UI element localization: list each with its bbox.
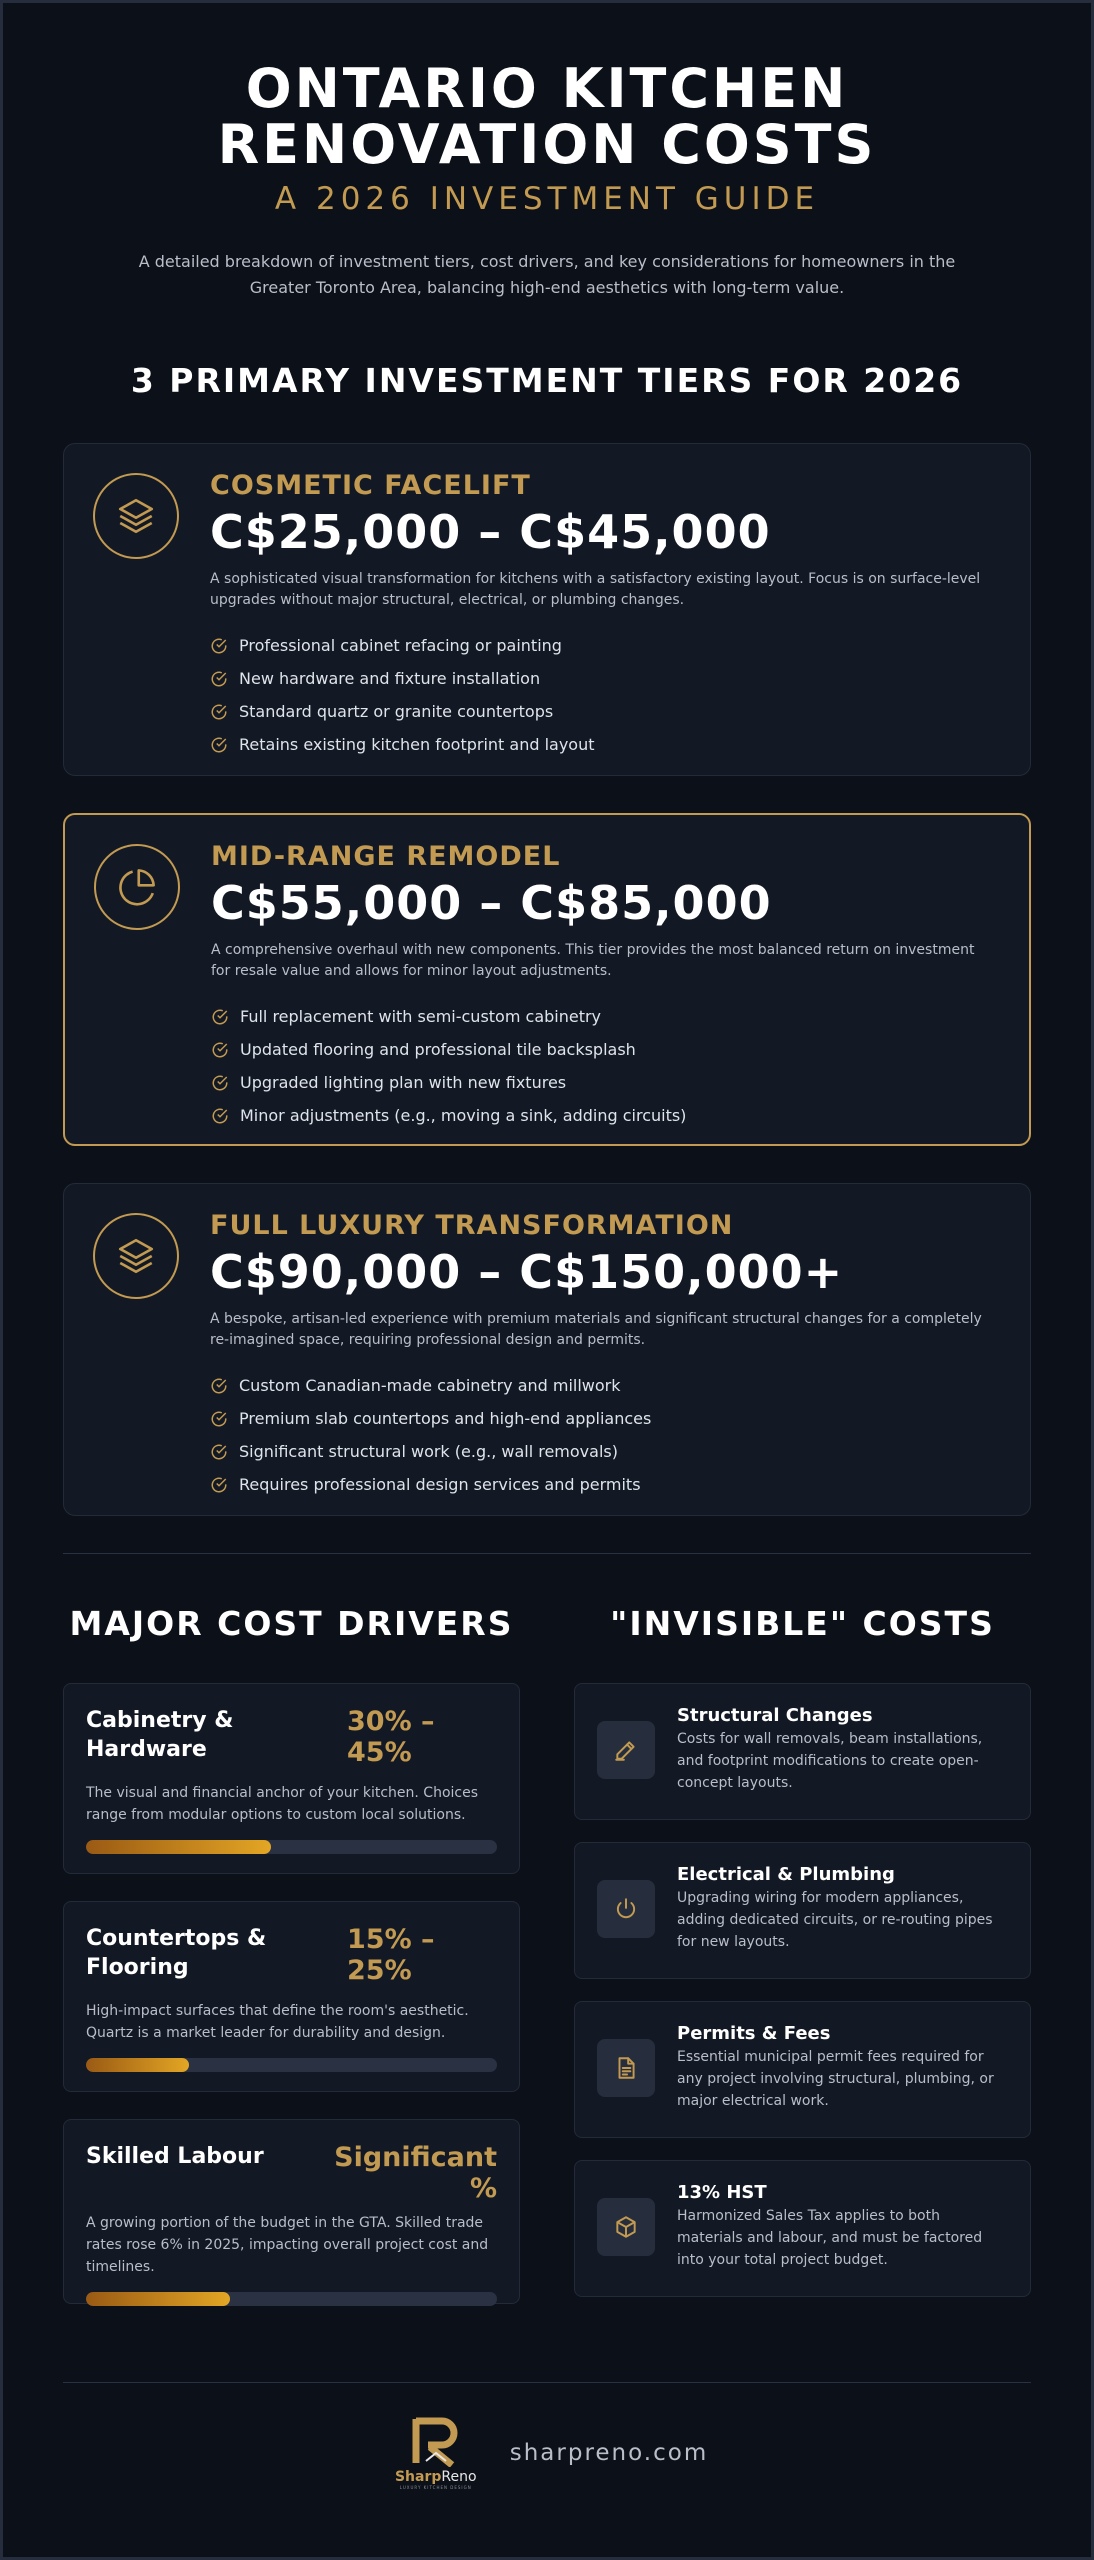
driver-name: Countertops & Flooring bbox=[86, 1926, 267, 1980]
cost-title: Electrical & Plumbing bbox=[677, 1864, 895, 1885]
driver-name: Cabinetry & Hardware bbox=[86, 1708, 234, 1762]
driver-progress-fill bbox=[86, 2058, 189, 2072]
feature-label: Retains existing kitchen footprint and layout bbox=[239, 735, 595, 754]
check-circle-icon bbox=[210, 736, 228, 754]
section-divider bbox=[63, 1553, 1031, 1554]
driver-progress-bar bbox=[86, 2058, 497, 2072]
driver-progress-fill bbox=[86, 1840, 271, 1854]
tier-features bbox=[211, 1000, 999, 1132]
tier-features bbox=[210, 1369, 1000, 1501]
tier-price: C$90,000 – C$150,000+ bbox=[210, 1245, 844, 1299]
check-circle-icon bbox=[210, 637, 228, 655]
footer bbox=[3, 2415, 1091, 2490]
cost-description: Harmonized Sales Tax applies to both materials and labour, and must be factored into your total project budget. bbox=[677, 2208, 983, 2268]
logo-tagline: LUXURY KITCHEN DESIGN bbox=[399, 2485, 472, 2490]
feature-item bbox=[211, 1033, 999, 1066]
cost-description: Essential municipal permit fees required for any project involving structural, plumbing, or major electrical work. bbox=[677, 2049, 994, 2109]
cost-drivers-column bbox=[63, 1604, 520, 2331]
layers-icon bbox=[93, 1213, 179, 1299]
website-link[interactable]: sharpreno.com bbox=[509, 2439, 709, 2466]
feature-item bbox=[210, 1369, 1000, 1402]
cost-description: Costs for wall removals, beam installations, and footprint modifications to create open-concept layouts. bbox=[677, 1731, 983, 1791]
driver-percent: 15% – 25% bbox=[347, 1924, 435, 1986]
tier-description: A comprehensive overhaul with new components. This tier provides the most balanced return on investment for resale value and allows for minor layout adjustments. bbox=[211, 942, 975, 979]
cost-title: Permits & Fees bbox=[677, 2023, 831, 2044]
feature-label: Professional cabinet refacing or painting bbox=[239, 636, 562, 655]
feature-item bbox=[211, 1066, 999, 1099]
power-icon bbox=[597, 1880, 655, 1938]
cost-card-electrical bbox=[574, 1842, 1031, 1979]
feature-item bbox=[210, 695, 1000, 728]
cost-card-permits bbox=[574, 2001, 1031, 2138]
feature-item bbox=[211, 1000, 999, 1033]
box-icon bbox=[597, 2198, 655, 2256]
driver-progress-fill bbox=[86, 2292, 230, 2306]
tier-card-mid-range bbox=[63, 813, 1031, 1146]
feature-label: Minor adjustments (e.g., moving a sink, adding circuits) bbox=[240, 1106, 687, 1125]
tiers-list bbox=[63, 443, 1031, 1516]
feature-item bbox=[210, 1468, 1000, 1501]
header bbox=[3, 3, 1091, 301]
driver-progress-bar bbox=[86, 2292, 497, 2306]
feature-label: Full replacement with semi-custom cabinetry bbox=[240, 1007, 602, 1026]
feature-item bbox=[211, 1099, 999, 1132]
logo-text-sharp: Sharp bbox=[394, 2469, 442, 2485]
logo-mark-icon bbox=[408, 2415, 464, 2467]
feature-label: Premium slab countertops and high-end appliances bbox=[239, 1409, 652, 1428]
cost-card-hst bbox=[574, 2160, 1031, 2297]
feature-item bbox=[210, 1402, 1000, 1435]
check-circle-icon bbox=[210, 670, 228, 688]
tier-name: COSMETIC FACELIFT bbox=[210, 470, 531, 501]
feature-item bbox=[210, 662, 1000, 695]
feature-label: Upgraded lighting plan with new fixtures bbox=[240, 1073, 567, 1092]
check-circle-icon bbox=[211, 1041, 229, 1059]
pie-chart-icon bbox=[94, 844, 180, 930]
driver-description: A growing portion of the budget in the GTA. Skilled trade rates rose 6% in 2025, impacting overall project cost and timelines. bbox=[86, 2215, 489, 2275]
driver-description: The visual and financial anchor of your kitchen. Choices range from modular options to custom local solutions. bbox=[86, 1785, 479, 1823]
check-circle-icon bbox=[211, 1008, 229, 1026]
feature-label: Updated flooring and professional tile backsplash bbox=[240, 1040, 636, 1059]
tiers-section-title: 3 PRIMARY INVESTMENT TIERS FOR 2026 bbox=[130, 361, 964, 400]
feature-label: Custom Canadian-made cabinetry and millwork bbox=[239, 1376, 621, 1395]
tier-description: A bespoke, artisan-led experience with premium materials and significant structural changes for a completely re-imagined space, requiring professional design and permits. bbox=[210, 1311, 982, 1348]
cost-title: 13% HST bbox=[677, 2182, 767, 2203]
driver-description: High-impact surfaces that define the room's aesthetic. Quartz is a market leader for durability and design. bbox=[86, 2003, 469, 2041]
driver-progress-bar bbox=[86, 1840, 497, 1854]
driver-name: Skilled Labour bbox=[86, 2144, 264, 2169]
driver-percent: 30% – 45% bbox=[347, 1706, 435, 1768]
check-circle-icon bbox=[210, 1443, 228, 1461]
check-circle-icon bbox=[210, 1476, 228, 1494]
feature-label: New hardware and fixture installation bbox=[239, 669, 541, 688]
check-circle-icon bbox=[211, 1074, 229, 1092]
feature-item bbox=[210, 728, 1000, 761]
page-title: ONTARIO KITCHEN RENOVATION COSTS bbox=[217, 57, 877, 176]
tier-features bbox=[210, 629, 1000, 761]
cost-title: Structural Changes bbox=[677, 1705, 873, 1726]
hammer-icon bbox=[597, 1721, 655, 1779]
check-circle-icon bbox=[210, 703, 228, 721]
page-subtitle: A 2026 INVESTMENT GUIDE bbox=[274, 181, 820, 217]
feature-label: Requires professional design services and permits bbox=[239, 1475, 641, 1494]
tier-name: FULL LUXURY TRANSFORMATION bbox=[210, 1210, 734, 1241]
cost-description: Upgrading wiring for modern appliances, adding dedicated circuits, or re-routing pipes for new layouts. bbox=[677, 1890, 993, 1950]
tier-card-luxury bbox=[63, 1183, 1031, 1516]
driver-card-countertops bbox=[63, 1901, 520, 2092]
feature-label: Standard quartz or granite countertops bbox=[239, 702, 554, 721]
two-column-section bbox=[63, 1604, 1031, 2331]
tier-price: C$55,000 – C$85,000 bbox=[211, 876, 772, 930]
intro-text: A detailed breakdown of investment tiers, cost drivers, and key considerations for homeowners in the Greater Toronto Area, balancing high-end aesthetics with long-term value. bbox=[138, 252, 956, 297]
layers-icon bbox=[93, 473, 179, 559]
driver-percent: Significant % bbox=[334, 2142, 497, 2204]
tier-price: C$25,000 – C$45,000 bbox=[210, 505, 771, 559]
feature-item bbox=[210, 629, 1000, 662]
check-circle-icon bbox=[211, 1107, 229, 1125]
check-circle-icon bbox=[210, 1377, 228, 1395]
tier-name: MID-RANGE REMODEL bbox=[211, 841, 561, 872]
check-circle-icon bbox=[210, 1410, 228, 1428]
feature-label: Significant structural work (e.g., wall removals) bbox=[239, 1442, 618, 1461]
driver-card-labour bbox=[63, 2119, 520, 2304]
feature-item bbox=[210, 1435, 1000, 1468]
invisible-section-title: "INVISIBLE" COSTS bbox=[610, 1604, 995, 1643]
logo-text-reno: Reno bbox=[441, 2469, 477, 2485]
tier-description: A sophisticated visual transformation for kitchens with a satisfactory existing layout. Focus is on surface-level upgrades without major structural, electrical, or plumbing changes. bbox=[210, 571, 981, 608]
sharpreno-logo bbox=[386, 2415, 486, 2490]
invisible-costs-column bbox=[574, 1604, 1031, 2331]
footer-divider bbox=[63, 2382, 1031, 2383]
tier-card-cosmetic bbox=[63, 443, 1031, 776]
document-icon bbox=[597, 2039, 655, 2097]
driver-card-cabinetry bbox=[63, 1683, 520, 1874]
drivers-section-title: MAJOR COST DRIVERS bbox=[69, 1604, 514, 1643]
cost-card-structural bbox=[574, 1683, 1031, 1820]
